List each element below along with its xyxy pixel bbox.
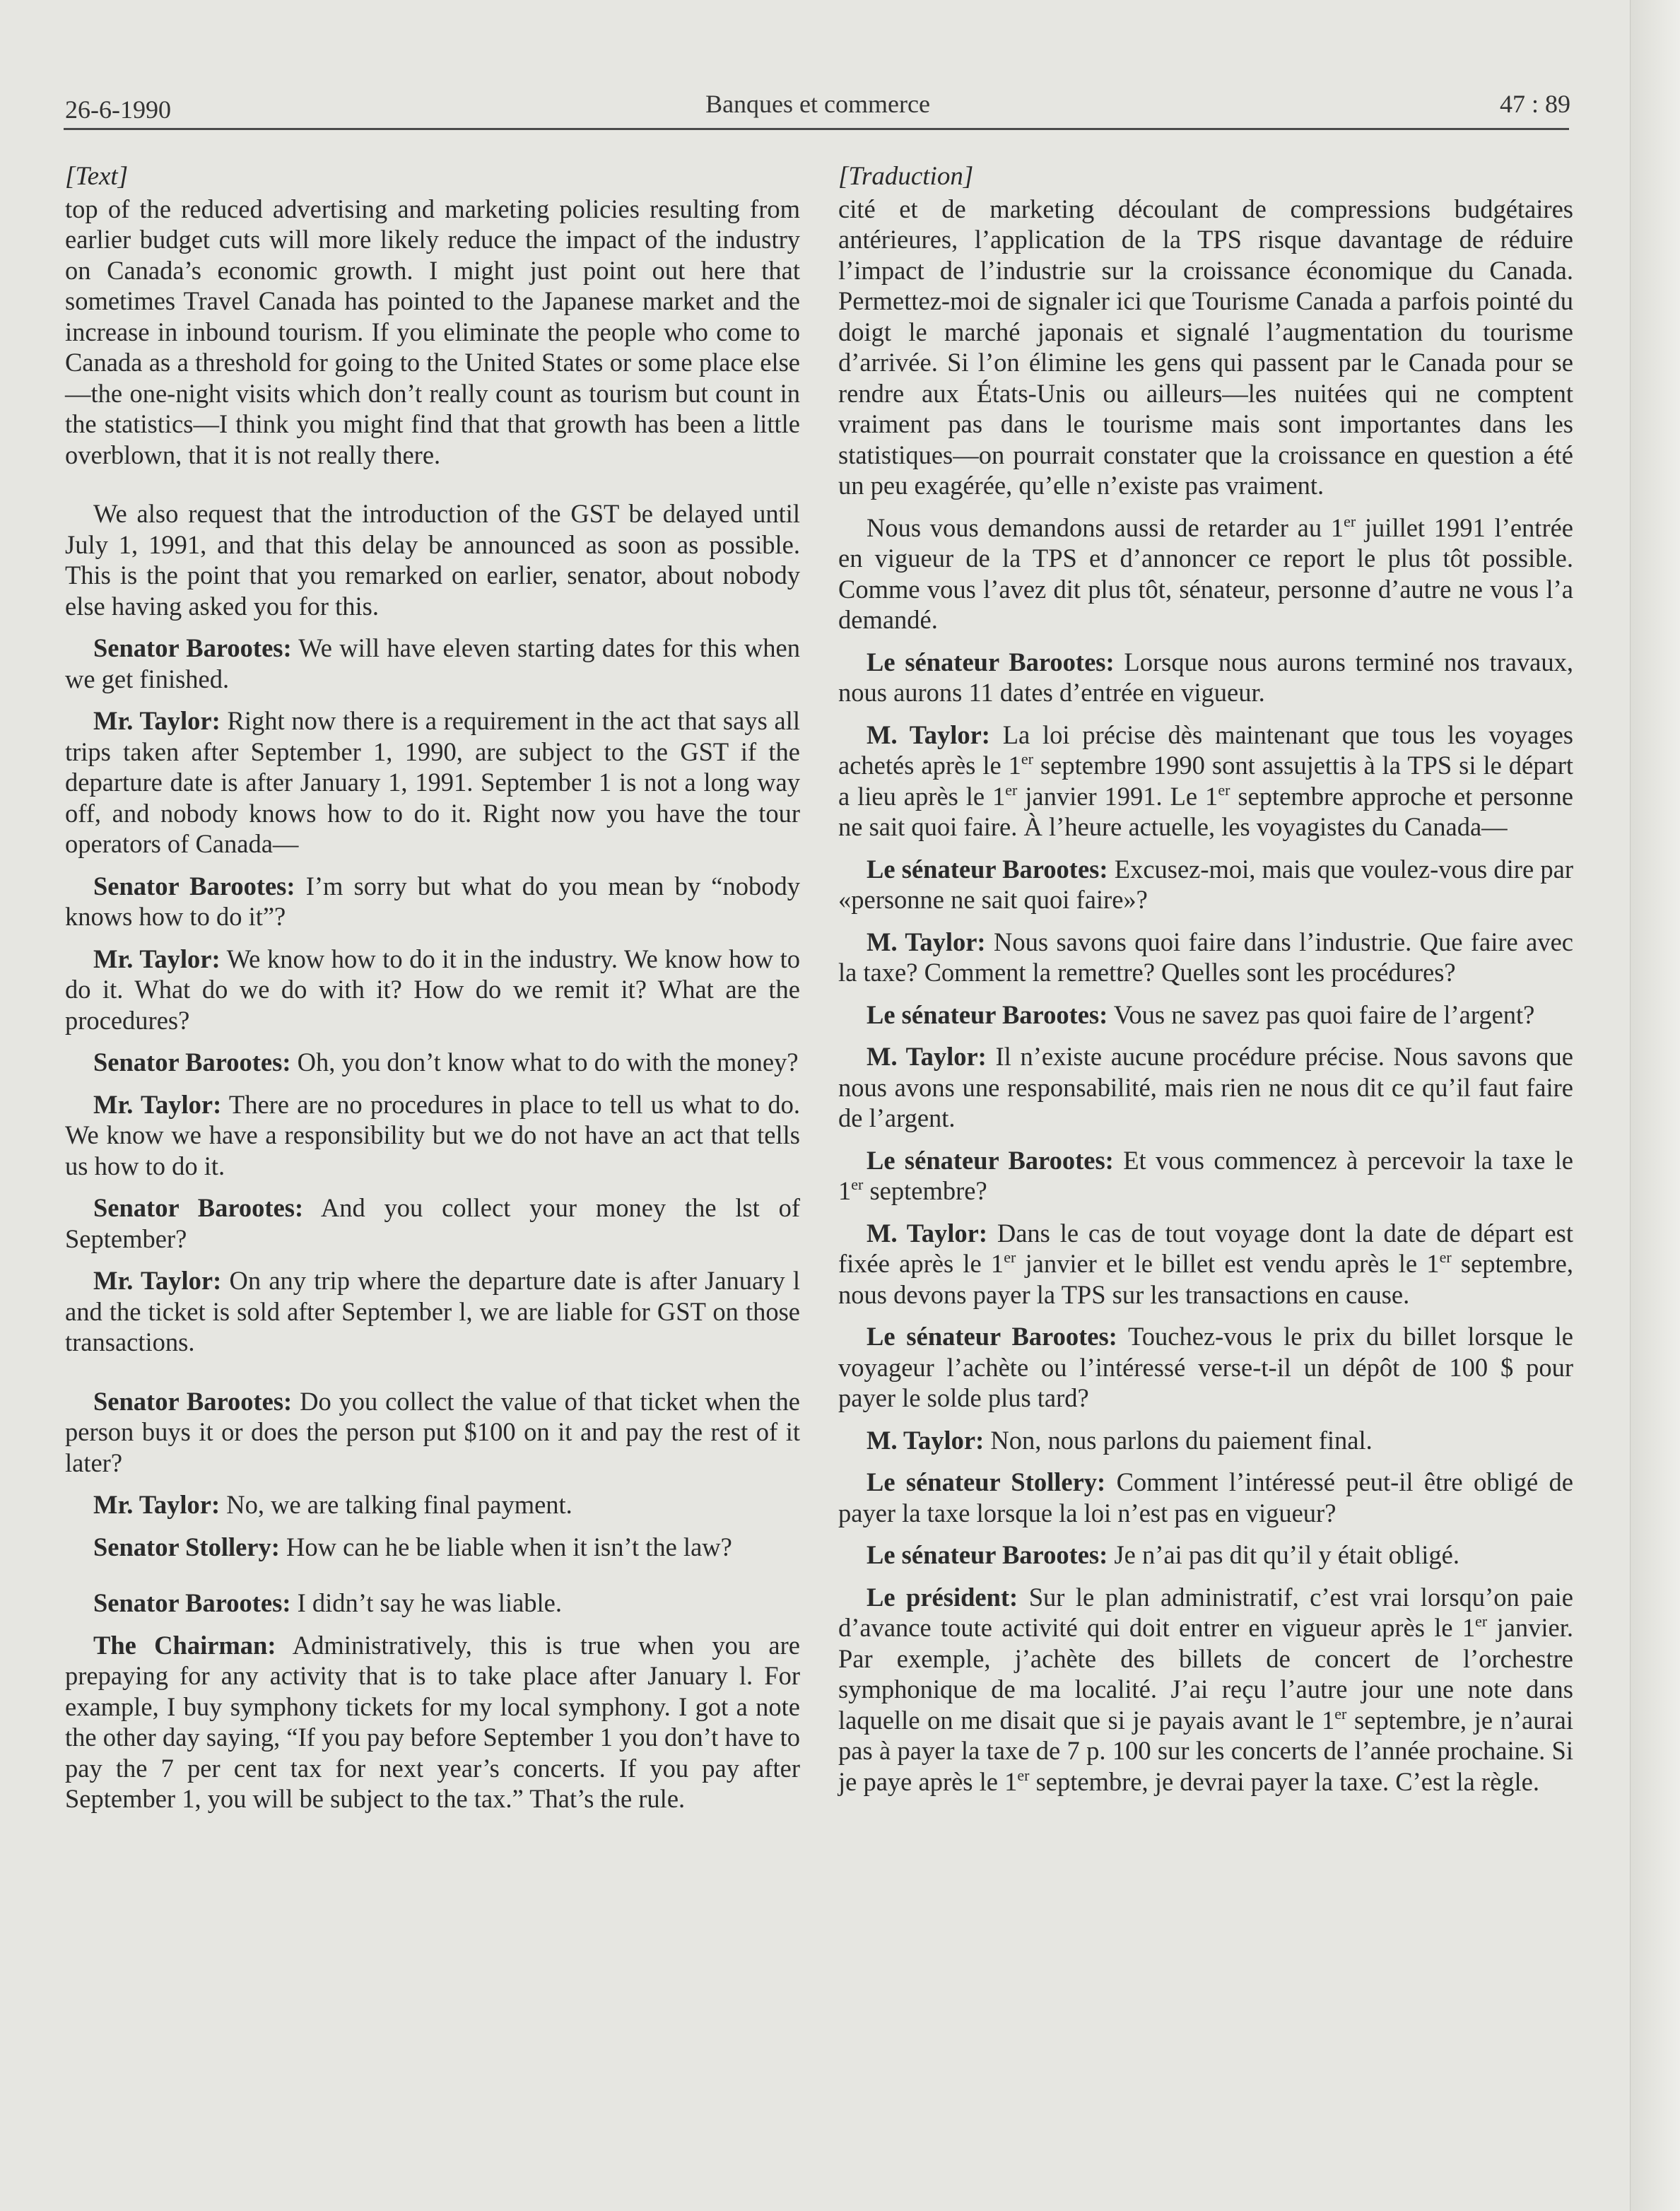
paragraph xyxy=(65,1089,800,1182)
paragraph xyxy=(65,1588,800,1619)
speaker-name: Le sénateur Stollery: xyxy=(867,1467,1106,1496)
paragraph xyxy=(838,512,1573,635)
speaker-name: Senator Barootes: xyxy=(93,1193,304,1222)
paragraph xyxy=(838,1041,1573,1134)
speech-text: juillet 1991 l’entrée en vigueur de la TPS et d’annoncer ce report le plus tôt possible. Comme vous l’avez dit plus tôt, sénateur, personne d’autre ne vous l’a demandé. xyxy=(838,512,1573,634)
speaker-name: Le sénateur Barootes: xyxy=(867,647,1115,676)
paragraph xyxy=(65,1532,800,1563)
superscript: er xyxy=(1004,1248,1016,1266)
speaker-name: Senator Stollery: xyxy=(93,1532,280,1561)
header-title: Banques et commerce xyxy=(705,90,930,118)
speaker-name: Senator Barootes: xyxy=(93,1048,291,1077)
paragraph xyxy=(65,1047,800,1078)
speech-text: septembre 1990 sont assujettis à la TPS si le départ a lieu après le 1 xyxy=(838,751,1574,811)
speech-text: Sur le plan administratif, c’est vrai lorsqu’on paie d’avance toute activité qui doit entrer en vigueur après le 1 xyxy=(838,1582,1573,1642)
speech-text: Je n’ai pas dit qu’il y était obligé. xyxy=(1108,1540,1460,1569)
superscript: er xyxy=(1334,1704,1347,1723)
speaker-name: M. Taylor: xyxy=(867,1425,985,1455)
french-column xyxy=(838,161,1573,1808)
superscript: er xyxy=(1475,1612,1488,1630)
paragraph xyxy=(838,720,1573,843)
speech-text: Non, nous parlons du paiement final. xyxy=(984,1425,1373,1455)
column-marker: [Traduction] xyxy=(838,162,974,191)
paragraph xyxy=(838,1145,1573,1207)
speech-text: There are no procedures in place to tell us what to do. We know we have a responsibility but we do not have an act that tells us how to do it. xyxy=(65,1089,800,1180)
marker-text: Traduction xyxy=(848,162,963,191)
paragraph xyxy=(838,927,1573,988)
speech-text: Il n’existe aucune procédure précise. Nous savons que nous avons une responsabilité, mais rien ne nous dit ce qu’il faut faire de l’argent. xyxy=(838,1042,1573,1132)
superscript: er xyxy=(1005,780,1018,799)
speech-text: septembre, je n’aurai pas à payer la taxe de 7 p. 100 sur les concerts de l’année prochaine. Si je paye après le 1 xyxy=(838,1705,1573,1796)
header-page-number: 47 : 89 xyxy=(1499,90,1570,118)
speaker-name: The Chairman: xyxy=(93,1630,276,1660)
speech-text: And you collect your money the lst of September? xyxy=(65,1193,800,1253)
speech-text: No, we are talking final payment. xyxy=(220,1490,572,1519)
marker-text: Text xyxy=(75,162,118,191)
speech-text: I’m sorry but what do you mean by “nobody knows how to do it”? xyxy=(65,871,800,931)
speech-text: Comment l’intéressé peut-il être obligé de payer la taxe lorsque la loi n’est pas en vigueur? xyxy=(838,1467,1573,1527)
header-rule xyxy=(64,128,1569,130)
speech-text: septembre approche et personne ne sait quoi faire. À l’heure actuelle, les voyagistes du Canada— xyxy=(838,781,1573,841)
superscript: er xyxy=(851,1175,864,1193)
speaker-name: M. Taylor: xyxy=(867,720,990,749)
paragraph xyxy=(65,1386,800,1479)
superscript: er xyxy=(1344,512,1356,530)
paragraph xyxy=(65,1489,800,1520)
speech-text: septembre, nous devons payer la TPS sur les transactions en cause. xyxy=(838,1249,1573,1309)
speaker-name: Senator Barootes: xyxy=(93,633,292,662)
paragraph xyxy=(65,1265,800,1358)
paragraph xyxy=(65,871,800,932)
paragraph xyxy=(838,647,1573,708)
speech-text: Administratively, this is true when you are prepaying for any activity that is to take place after January l. For example, I buy symphony tickets for my local symphony. I got a note the other day saying, “If you pay before September 1 you don’t have to pay the 7 per cent tax for next year’s concerts. If you pay after September 1, you will be subject to the tax.” That’s the rule. xyxy=(65,1630,800,1813)
speaker-name: Le sénateur Barootes: xyxy=(867,1145,1114,1175)
speaker-name: Senator Barootes: xyxy=(93,871,295,901)
paragraph xyxy=(65,1192,800,1254)
speaker-name: Mr. Taylor: xyxy=(93,1490,221,1519)
paragraph xyxy=(65,944,800,1036)
speech-text: Do you collect the value of that ticket when the person buys it or does the person put $100 on it and pay the rest of it later? xyxy=(65,1386,800,1477)
paragraph xyxy=(838,999,1573,1031)
speaker-name: Le sénateur Barootes: xyxy=(867,999,1108,1029)
page-edge xyxy=(1630,0,1680,2211)
superscript: er xyxy=(1439,1248,1452,1266)
speaker-name: Senator Barootes: xyxy=(93,1386,293,1416)
paragraph xyxy=(838,1582,1573,1797)
paragraph xyxy=(838,1218,1573,1310)
speaker-name: Mr. Taylor: xyxy=(93,944,221,973)
speech-text: janvier. Par exemple, j’achète des billets de concert de l’orchestre symphonique de ma localité. J’ai reçu l’autre jour une note dans laquelle on me disait que si je payais avant le 1 xyxy=(838,1613,1573,1735)
paragraph xyxy=(838,1467,1573,1528)
speech-text: Touchez-vous le prix du billet lorsque le voyageur l’achète ou l’intéressé verse-t-il un dépôt de 100 $ pour payer le solde plus tard? xyxy=(838,1322,1574,1412)
speaker-name: Le sénateur Barootes: xyxy=(867,1322,1117,1351)
speech-text: I didn’t say he was liable. xyxy=(290,1588,562,1617)
speech-text: Excusez-moi, mais que voulez-vous dire par «personne ne sait quoi faire»? xyxy=(838,854,1574,914)
speech-text: How can he be liable when it isn’t the law? xyxy=(279,1532,732,1561)
speaker-name: Le sénateur Barootes: xyxy=(867,1540,1108,1569)
speaker-name: M. Taylor: xyxy=(867,1042,987,1071)
speech-text: Et vous commencez à percevoir la taxe le 1 xyxy=(838,1145,1574,1205)
speech-text: Dans le cas de tout voyage dont la date de départ est fixée après le 1 xyxy=(838,1218,1573,1278)
speaker-name: Mr. Taylor: xyxy=(93,706,221,735)
header-date: 26-6-1990 xyxy=(65,95,171,124)
speaker-name: M. Taylor: xyxy=(867,1218,988,1248)
speech-text: We will have eleven starting dates for this when we get finished. xyxy=(65,633,800,693)
speaker-name: M. Taylor: xyxy=(867,927,986,956)
superscript: er xyxy=(1021,750,1033,768)
speech-text: We know how to do it in the industry. We know how to do it. What do we do with it? How do we remit it? What are the procedures? xyxy=(65,944,800,1035)
speech-text: Vous ne savez pas quoi faire de l’argent? xyxy=(1108,999,1535,1029)
speech-text: Right now there is a requirement in the act that says all trips taken after September 1, 1990, are subject to the GST if the departure date is after January 1, 1991. September 1 is not a long way off, and nobody knows how to do it. Right now you have the tour operators of Canada— xyxy=(65,706,800,858)
paragraph xyxy=(838,1425,1573,1456)
paragraph xyxy=(838,854,1573,915)
paragraph: cité et de marketing découlant de compressions budgétaires antérieures, l’application de la TPS risque davantage de réduire l’impact de l’industrie sur la croissance économique du Canada. Permettez-moi de signaler ici que Tourisme Canada a parfois pointé du doigt le marché japonais et signalé l’augmentation du tourisme d’arrivée. Si l’on élimine les gens qui passent par le Canada pour se rendre aux États-Unis ou ailleurs—les nuitées qui ne comptent vraiment pas dans le tourisme mais sont importantes dans les statistiques—on pourrait constater que la croissance en question a été un peu exagérée, qu’elle n’existe pas vraiment. xyxy=(838,194,1573,500)
paragraph xyxy=(838,1321,1573,1414)
speech-text: janvier et le billet est vendu après le 1 xyxy=(1016,1249,1440,1278)
speech-text: Nous vous demandons aussi de retarder au 1 xyxy=(867,512,1344,542)
paragraph: top of the reduced advertising and marketing policies resulting from earlier budget cuts will more likely reduce the impact of the industry on Canada’s economic growth. I might just point out here that sometimes Travel Canada has pointed to the Japanese market and the increase in inbound tourism. If you eliminate the people who come to Canada as a threshold for going to the United States or some place else—the one-night visits which don’t really count as tourism but count in the statistics—I think you might find that that growth has been a little overblown, that it is not really there. xyxy=(65,194,800,469)
speaker-name: Le président: xyxy=(867,1582,1018,1612)
paragraph xyxy=(838,1540,1573,1571)
paragraph xyxy=(65,705,800,860)
paragraph xyxy=(65,1630,800,1814)
speech-text: janvier 1991. Le 1 xyxy=(1017,781,1218,811)
column-marker: [Text] xyxy=(65,162,129,191)
speaker-name: Mr. Taylor: xyxy=(93,1266,222,1295)
speaker-name: Mr. Taylor: xyxy=(93,1089,222,1119)
superscript: er xyxy=(1218,780,1230,799)
speech-text: La loi précise dès maintenant que tous les voyages achetés après le 1 xyxy=(838,720,1573,780)
speech-text: On any trip where the departure date is after January l and the ticket is sold after September l, we are liable for GST on those transactions. xyxy=(65,1266,800,1356)
speech-text: Nous savons quoi faire dans l’industrie. Que faire avec la taxe? Comment la remettre? Quelles sont les procédures? xyxy=(838,927,1573,987)
english-column xyxy=(65,161,800,1826)
speech-text: septembre, je devrai payer la taxe. C’est la règle. xyxy=(1029,1766,1539,1796)
speech-text: Lorsque nous aurons terminé nos travaux, nous aurons 11 dates d’entrée en vigueur. xyxy=(838,647,1574,707)
speaker-name: Le sénateur Barootes: xyxy=(867,854,1108,884)
page-header xyxy=(65,86,1570,131)
speaker-name: Senator Barootes: xyxy=(93,1588,291,1617)
superscript: er xyxy=(1017,1766,1030,1784)
speech-text: septembre? xyxy=(863,1176,987,1205)
speech-text: Oh, you don’t know what to do with the money? xyxy=(290,1048,799,1077)
paragraph xyxy=(65,633,800,694)
paragraph: We also request that the introduction of the GST be delayed until July 1, 1991, and that this delay be announced as soon as possible. This is the point that you remarked on earlier, senator, about nobody else having asked you for this. xyxy=(65,499,800,621)
